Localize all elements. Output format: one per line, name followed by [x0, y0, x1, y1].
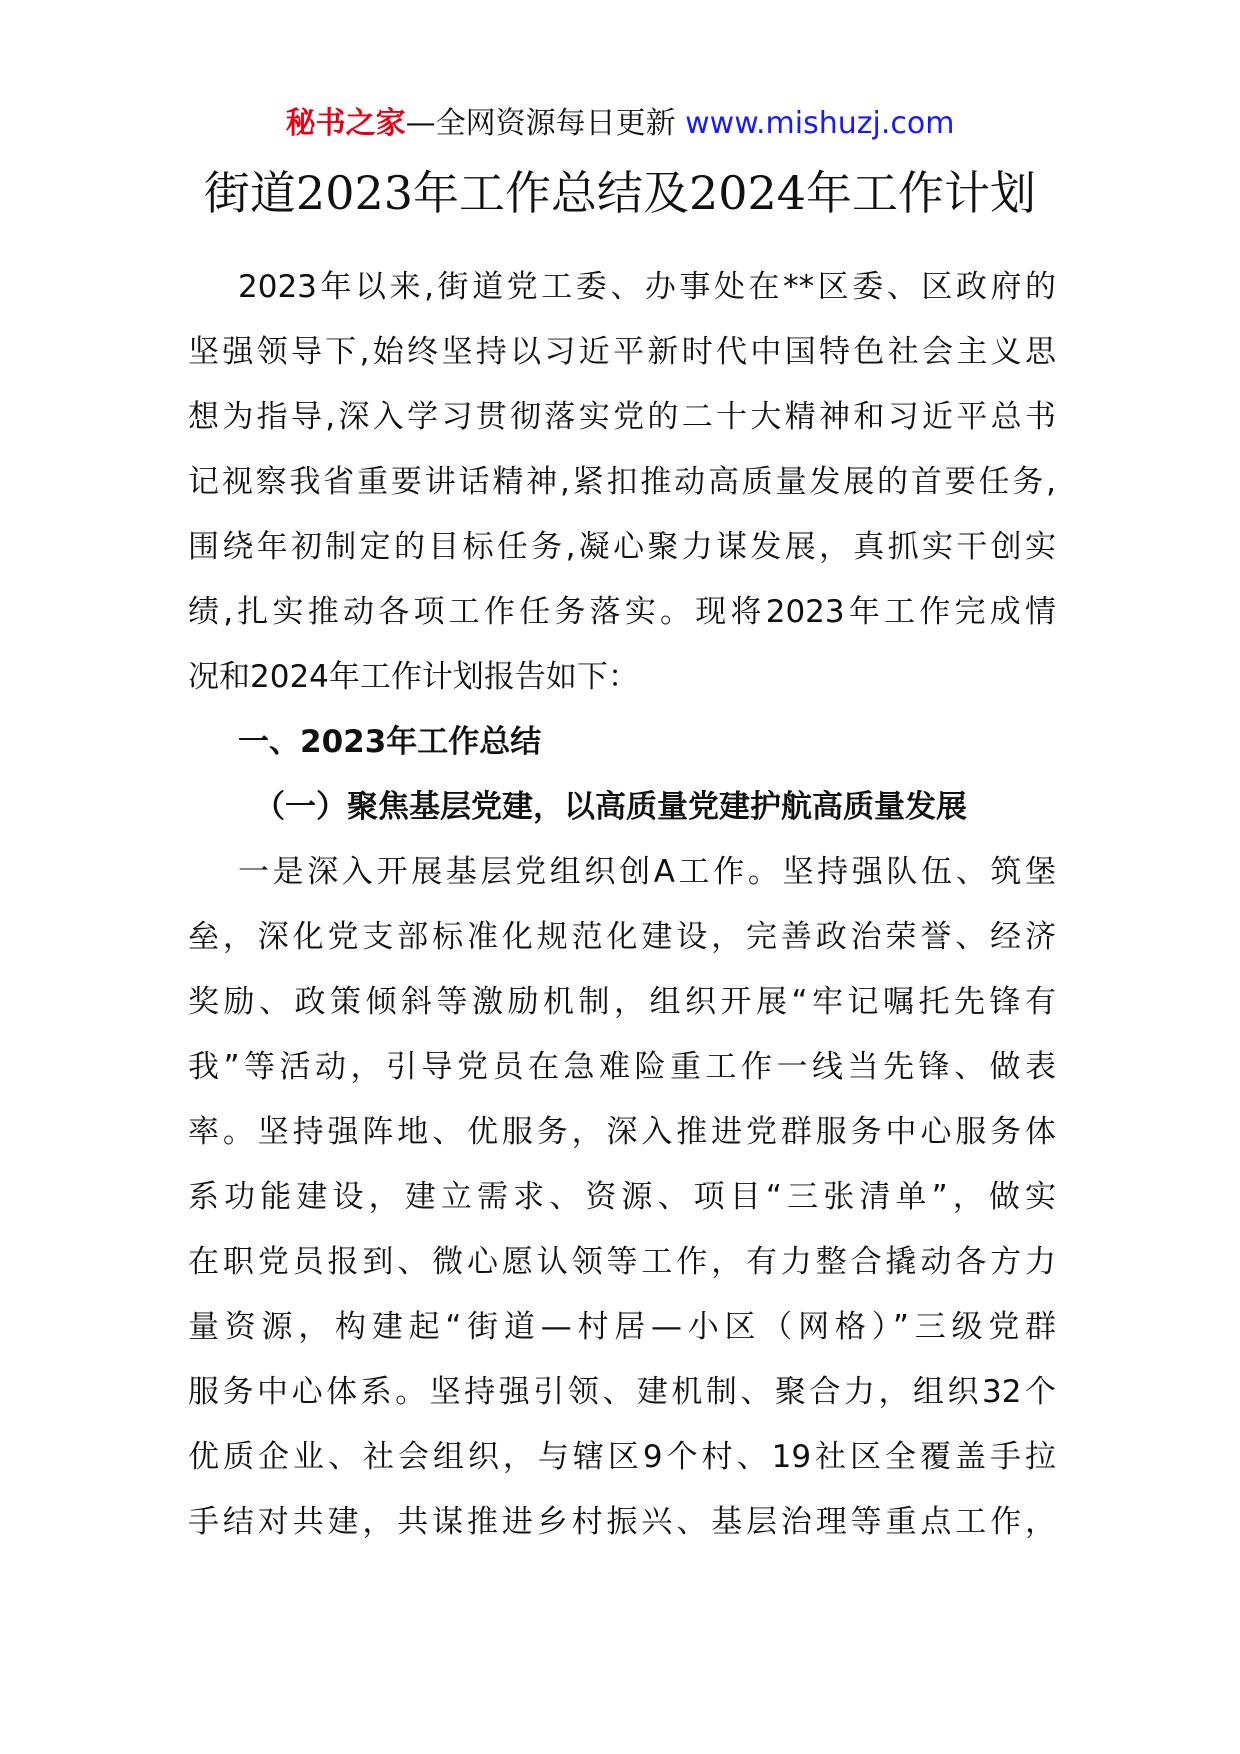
banner-slogan: —全网资源每日更新 [405, 106, 686, 141]
subsection-heading: （一）聚焦基层党建，以高质量党建护航高质量发展 [254, 789, 967, 825]
paragraph-line: 我”等活动，引导党员在急难险重工作一线当先锋、做表 [188, 1049, 1056, 1085]
paragraph-line: 一是深入开展基层党组织创A工作。坚持强队伍、筑堡 [238, 854, 1056, 890]
paragraph-line: 率。坚持强阵地、优服务，深入推进党群服务中心服务体 [188, 1114, 1056, 1150]
banner-url-link[interactable]: www.mishuzj.com [685, 106, 955, 141]
paragraph-line: 垒，深化党支部标准化规范化建设，完善政治荣誉、经济 [188, 919, 1056, 955]
document-title: 街道2023年工作总结及2024年工作计划 [203, 166, 1037, 220]
paragraph-line: 量资源，构建起“街道—村居—小区（网格）”三级党群 [188, 1309, 1056, 1345]
intro-line: 况和2024年工作计划报告如下： [188, 659, 639, 695]
document-body [188, 255, 1056, 1555]
intro-line: 想为指导,深入学习贯彻落实党的二十大精神和习近平总书 [188, 399, 1056, 435]
paragraph-line: 系功能建设，建立需求、资源、项目“三张清单”，做实 [188, 1179, 1056, 1215]
paragraph-line: 手结对共建，共谋推进乡村振兴、基层治理等重点工作， [188, 1504, 1056, 1540]
site-banner [0, 104, 1240, 144]
paragraph-line: 奖励、政策倾斜等激励机制，组织开展“牢记嘱托先锋有 [188, 984, 1056, 1020]
banner-brand: 秘书之家 [285, 106, 406, 141]
section-heading: 一、2023年工作总结 [238, 724, 542, 760]
intro-line: 围绕年初制定的目标任务,凝心聚力谋发展，真抓实干创实 [188, 529, 1056, 565]
paragraph-line: 在职党员报到、微心愿认领等工作，有力整合撬动各方力 [188, 1244, 1056, 1280]
intro-line: 绩,扎实推动各项工作任务落实。现将2023年工作完成情 [188, 594, 1056, 630]
intro-line: 记视察我省重要讲话精神,紧扣推动高质量发展的首要任务, [188, 464, 1056, 500]
paragraph-line: 服务中心体系。坚持强引领、建机制、聚合力，组织32个 [188, 1374, 1056, 1410]
paragraph-line: 优质企业、社会组织，与辖区9个村、19社区全覆盖手拉 [188, 1439, 1056, 1475]
intro-line: 坚强领导下,始终坚持以习近平新时代中国特色社会主义思 [188, 334, 1056, 370]
intro-line: 2023年以来,街道党工委、办事处在**区委、区政府的 [238, 269, 1056, 305]
